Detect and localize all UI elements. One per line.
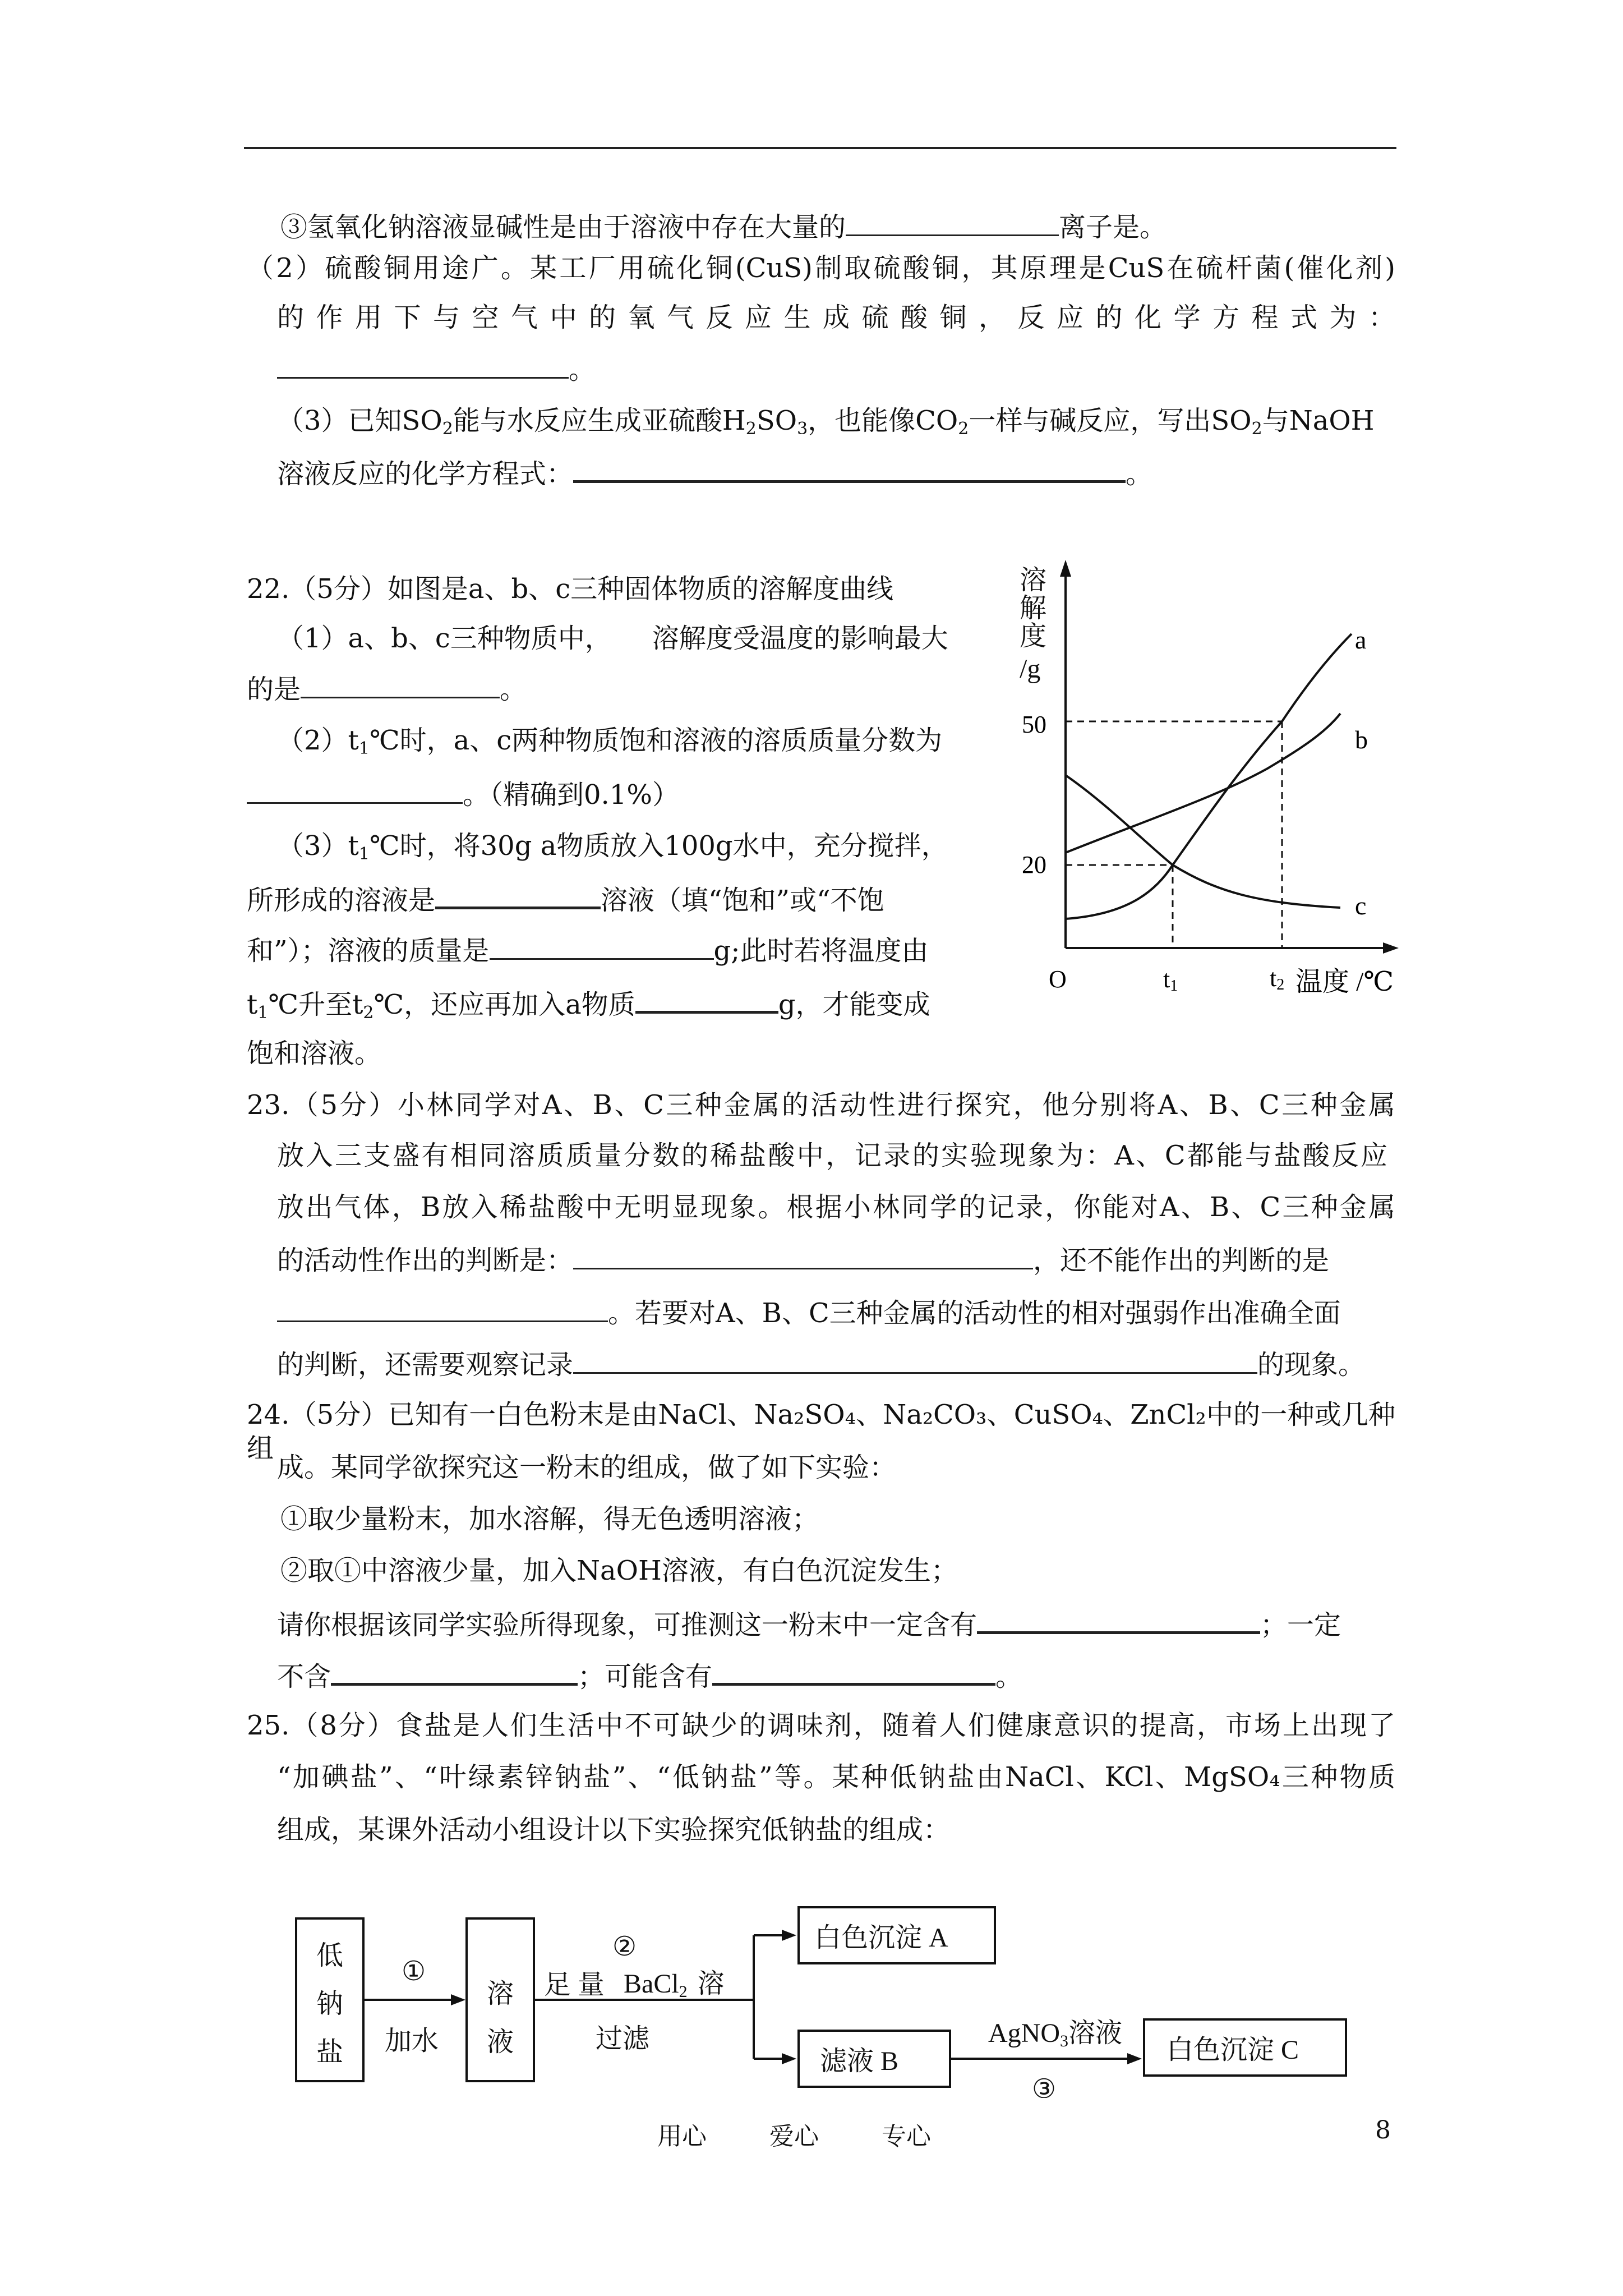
t2-label: t2 — [1270, 964, 1285, 993]
q23-l2: 放入三支盛有相同溶质质量分数的稀盐酸中，记录的实验现象为：A、C都能与盐酸反应 — [277, 1140, 1387, 1171]
answer-blank[interactable] — [435, 881, 601, 909]
q21-p3-line2: 溶液反应的化学方程式： 。 — [277, 454, 1152, 491]
curve-a-label: a — [1355, 625, 1367, 654]
footer-text-1: 用心 — [657, 2122, 707, 2151]
step-3-reagent: AgNO3溶液 — [988, 2018, 1123, 2050]
solubility-graph — [1004, 555, 1430, 1015]
box-solution-char: 液 — [487, 2027, 514, 2057]
answer-blank[interactable] — [247, 776, 463, 804]
box-solution-char: 溶 — [487, 1979, 514, 2009]
curve-b — [1066, 714, 1340, 853]
answer-blank[interactable] — [490, 932, 714, 960]
arrowhead — [451, 1994, 465, 2005]
curve-b-label: b — [1355, 725, 1368, 754]
step-1-number: ① — [402, 1957, 426, 1986]
q24-l3: ①取少量粉末，加水溶解，得无色透明溶液； — [280, 1503, 819, 1535]
answer-blank[interactable] — [846, 209, 1059, 236]
q22-l9: $t_1℃$升至$t_2℃$，还应再加入a物质 g，才能变成 — [247, 985, 930, 1030]
q21-p2-line2: 的作用下与空气中的氧气反应生成硫酸铜，反应的化学方程式为： — [277, 302, 1395, 333]
box-white-precipitate-c-label: 白色沉淀 C — [1166, 2035, 1299, 2065]
arrowhead — [782, 2053, 796, 2064]
footer-text-3: 专心 — [882, 2122, 931, 2151]
step-1-label: 加水 — [385, 2026, 439, 2056]
answer-blank[interactable] — [331, 1657, 578, 1686]
box-white-precipitate-a-label: 白色沉淀 A — [814, 1923, 948, 1953]
t1-label: t1 — [1163, 965, 1178, 995]
q25-l3: 组成，某课外活动小组设计以下实验探究低钠盐的组成： — [277, 1814, 951, 1846]
q24-l2: 成。某同学欲探究这一粉末的组成，做了如下实验： — [277, 1452, 897, 1483]
origin-label: O — [1049, 965, 1067, 993]
q22-title: 22.（5分）如图是a、b、c三种固体物质的溶解度曲线 — [247, 573, 894, 605]
q24-l5: 请你根据该同学实验所得现象，可推测这一粉末中一定含有 ；一定 — [277, 1605, 1341, 1642]
y-axis-label-char: /g — [1020, 654, 1041, 684]
box-low-sodium-salt-char: 钠 — [316, 1989, 344, 2019]
answer-blank[interactable] — [277, 1295, 608, 1322]
flow-diagram — [280, 1896, 1380, 2098]
q21-p3-line1: （3）已知$SO_2$能与水反应生成亚硫酸$H_2SO_3$，也能像$CO_2$一样与碱反应，写出$SO_2$与NaOH — [277, 405, 1375, 439]
step-3-number: ③ — [1032, 2074, 1057, 2098]
answer-blank[interactable] — [573, 1346, 1257, 1374]
box-filtrate-b-label: 滤液 B — [820, 2046, 899, 2076]
answer-blank[interactable] — [977, 1605, 1260, 1634]
arrowhead — [1127, 2053, 1142, 2064]
footer-text-2: 爱心 — [769, 2122, 819, 2151]
step-2-number: ② — [612, 1932, 637, 1962]
curve-c-label: c — [1355, 891, 1367, 920]
q21-line-hydroxide: ③氢氧化钠溶液显碱性是由于溶液中存在大量的 离子是。 — [280, 209, 1166, 244]
curve-c — [1066, 775, 1340, 908]
q23-l5: 。若要对A、B、C三种金属的活动性的相对强弱作出准确全面 — [277, 1295, 1341, 1330]
y-tick-20: 20 — [1022, 851, 1046, 878]
q21-p2-line1: （2）硫酸铜用途广。某工厂用硫化铜(CuS)制取硫酸铜，其原理是CuS在硫杆菌(催化剂) — [247, 252, 1395, 284]
arrowhead — [782, 1930, 796, 1941]
q22-l7: 所形成的溶液是 溶液（填“饱和”或“不饱 — [247, 881, 884, 917]
q23-l3: 放出气体，B放入稀盐酸中无明显现象。根据小林同学的记录，你能对A、B、C三种金属 — [277, 1191, 1395, 1223]
q23-l6: 的判断，还需要观察记录 的现象。 — [277, 1346, 1365, 1382]
q23-l1: 23.（5分）小林同学对A、B、C三种金属的活动性进行探究，他分别将A、B、C三种金属 — [247, 1089, 1395, 1121]
q21-p2-line3: 。 — [277, 351, 596, 386]
equation-blank[interactable] — [573, 454, 1126, 483]
y-axis-label-char: 解 — [1020, 593, 1047, 623]
q23-l4: 的活动性作出的判断是： ，还不能作出的判断的是 — [277, 1242, 1329, 1277]
q24-l4: ②取①中溶液少量，加入NaOH溶液，有白色沉淀发生； — [280, 1555, 958, 1586]
q22-l5: 。（精确到0.1%） — [247, 776, 679, 812]
q22-l2: （1）a、b、c三种物质中， 溶解度受温度的影响最大 — [277, 623, 948, 654]
x-axis-label: 温度 /℃ — [1295, 967, 1394, 997]
y-tick-50: 50 — [1022, 711, 1046, 738]
step-2-reagent-amount: 足 量 — [544, 1970, 605, 2000]
q22-l8: 和”）；溶液的质量是 g;此时若将温度由 — [247, 932, 928, 968]
answer-blank[interactable] — [573, 1242, 1033, 1269]
q22-l4: $(2)t_1℃$时，a、c两种物质饱和溶液的溶质质量分数为 — [277, 725, 943, 758]
x-axis-arrow — [1383, 942, 1399, 954]
q25-l1: 25.（8分）食盐是人们生活中不可缺少的调味剂，随着人们健康意识的提高，市场上出现了 — [247, 1710, 1395, 1741]
equation-blank[interactable] — [277, 351, 569, 379]
step-2-filter: 过滤 — [596, 2024, 650, 2054]
box-low-sodium-salt-char: 盐 — [316, 2037, 344, 2067]
y-axis-label — [1020, 565, 1046, 684]
y-axis-label-char: 溶 — [1020, 565, 1047, 595]
q22-l3: 的是 。 — [247, 671, 527, 706]
q22-l10: 饱和溶液。 — [247, 1038, 382, 1069]
y-axis-arrow — [1060, 560, 1071, 577]
q22-l6: $(3)t_1℃$时，将30g a物质放入100g水中，充分搅拌， — [277, 830, 948, 864]
header-rule — [244, 147, 1396, 149]
page-number: 8 — [1375, 2116, 1391, 2145]
y-axis-label-char: 度 — [1020, 622, 1047, 651]
answer-blank[interactable] — [635, 985, 778, 1014]
box-low-sodium-salt-char: 低 — [316, 1941, 344, 1971]
curve-a — [1066, 634, 1352, 919]
step-2-reagent: BaCl2 溶 — [624, 1969, 725, 2001]
q25-l2: “加碘盐”、“叶绿素锌钠盐”、“低钠盐”等。某种低钠盐由NaCl、KCl、MgSO₄三种物质 — [277, 1761, 1395, 1793]
q24-l1: 24.（5分）已知有一白色粉末是由NaCl、Na₂SO₄、Na₂CO₃、CuSO₄、ZnCl₂中的一种或几种组 — [247, 1399, 1395, 1464]
answer-blank[interactable] — [301, 671, 500, 698]
q24-l6: 不含 ；可能含有 。 — [277, 1657, 1022, 1694]
answer-blank[interactable] — [712, 1657, 995, 1686]
